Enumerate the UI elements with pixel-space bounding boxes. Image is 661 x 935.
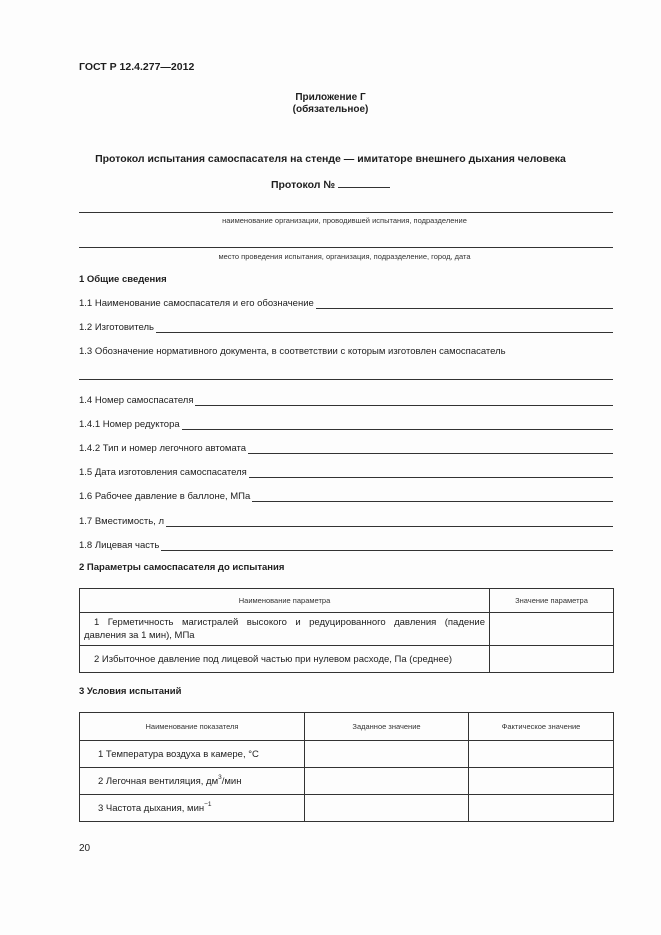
- protocol-number: [0, 178, 661, 191]
- condition-1-label: 1 Температура воздуха в камере, °С: [98, 748, 259, 760]
- col-parameter-value: Значение параметра: [490, 589, 614, 613]
- place-line[interactable]: [79, 247, 613, 248]
- condition-3-label: 3 Частота дыхания, мин$^{-1}$: [98, 800, 212, 814]
- field-1-4-1-label: 1.4.1 Номер редуктора: [79, 419, 180, 430]
- col-actual-value: Фактическое значение: [469, 713, 614, 741]
- condition-3-set[interactable]: [305, 795, 469, 822]
- field-1-5-blank[interactable]: [249, 467, 613, 478]
- field-1-2[interactable]: [79, 320, 613, 333]
- condition-3-actual[interactable]: [469, 795, 614, 822]
- field-1-2-blank[interactable]: [156, 322, 613, 333]
- table-row: [80, 768, 614, 795]
- col-set-value: Заданное значение: [305, 713, 469, 741]
- col-indicator-name: Наименование показателя: [80, 713, 305, 741]
- condition-1-set[interactable]: [305, 741, 469, 768]
- field-1-3-blank[interactable]: [79, 379, 613, 380]
- field-1-7-blank[interactable]: [166, 516, 613, 527]
- param-2-label: 2 Избыточное давление под лицевой частью при нулевом расходе, Па (среднее): [94, 653, 453, 665]
- field-1-8-blank[interactable]: [161, 540, 613, 551]
- field-1-4-2-blank[interactable]: [248, 443, 613, 454]
- field-1-6-blank[interactable]: [252, 491, 613, 502]
- condition-1-actual[interactable]: [469, 741, 614, 768]
- field-1-4-1-blank[interactable]: [182, 419, 613, 430]
- table-row: [80, 741, 614, 768]
- field-1-6[interactable]: [79, 489, 613, 502]
- protocol-number-blank[interactable]: [338, 178, 390, 188]
- table-row: [80, 795, 614, 822]
- place-caption: место проведения испытания, организация, подразделение, город, дата: [218, 252, 471, 261]
- conditions-table: [79, 712, 614, 822]
- condition-2-set[interactable]: [305, 768, 469, 795]
- protocol-label: Протокол №: [270, 179, 336, 191]
- parameters-table: [79, 588, 614, 673]
- field-1-4-2-label: 1.4.2 Тип и номер легочного автомата: [79, 443, 247, 454]
- organization-line[interactable]: [79, 212, 613, 213]
- field-1-3-label: 1.3 Обозначение нормативного документа, в соответствии с которым изготовлен самоспасатель: [79, 346, 506, 357]
- field-1-7[interactable]: [79, 514, 613, 527]
- param-1-value[interactable]: [490, 613, 614, 646]
- field-1-4-label: 1.4 Номер самоспасателя: [79, 395, 194, 406]
- document-title: Протокол испытания самоспасателя на стенде — имитаторе внешнего дыхания человека: [95, 153, 566, 165]
- field-1-1-blank[interactable]: [316, 298, 613, 309]
- section-1-heading: 1 Общие сведения: [79, 274, 167, 285]
- field-1-8-label: 1.8 Лицевая часть: [79, 540, 160, 551]
- field-1-4-blank[interactable]: [195, 395, 613, 406]
- table-row: [80, 613, 614, 646]
- annex-status: (обязательное): [292, 104, 369, 115]
- standard-code: ГОСТ Р 12.4.277—2012: [79, 61, 195, 73]
- field-1-5-label: 1.5 Дата изготовления самоспасателя: [79, 467, 247, 478]
- field-1-1[interactable]: [79, 296, 613, 309]
- field-1-4-1[interactable]: [79, 417, 613, 430]
- page-number: 20: [79, 843, 91, 854]
- organization-caption: наименование организации, проводившей испытания, подразделение: [222, 216, 467, 225]
- section-2-heading: 2 Параметры самоспасателя до испытания: [79, 562, 285, 573]
- annex-title: Приложение Г: [295, 92, 366, 103]
- section-3-heading: 3 Условия испытаний: [79, 686, 182, 697]
- field-1-8[interactable]: [79, 538, 613, 551]
- table-row: [80, 646, 614, 673]
- condition-2-label: 2 Легочная вентиляция, $дм^3$/мин: [98, 773, 242, 787]
- field-1-7-label: 1.7 Вместимость, л: [79, 516, 164, 527]
- param-2-value[interactable]: [490, 646, 614, 673]
- field-1-4[interactable]: [79, 393, 613, 406]
- field-1-1-label: 1.1 Наименование самоспасателя и его обозначение: [79, 298, 314, 309]
- col-parameter-name: Наименование параметра: [80, 589, 490, 613]
- field-1-2-label: 1.2 Изготовитель: [79, 322, 154, 333]
- field-1-5[interactable]: [79, 465, 613, 478]
- param-1-label: 1 Герметичность магистралей высокого и редуцированного давления (падение давления за 1 мин), МПа: [84, 617, 485, 641]
- condition-2-actual[interactable]: [469, 768, 614, 795]
- field-1-6-label: 1.6 Рабочее давление в баллоне, МПа: [79, 491, 251, 502]
- field-1-4-2[interactable]: [79, 441, 613, 454]
